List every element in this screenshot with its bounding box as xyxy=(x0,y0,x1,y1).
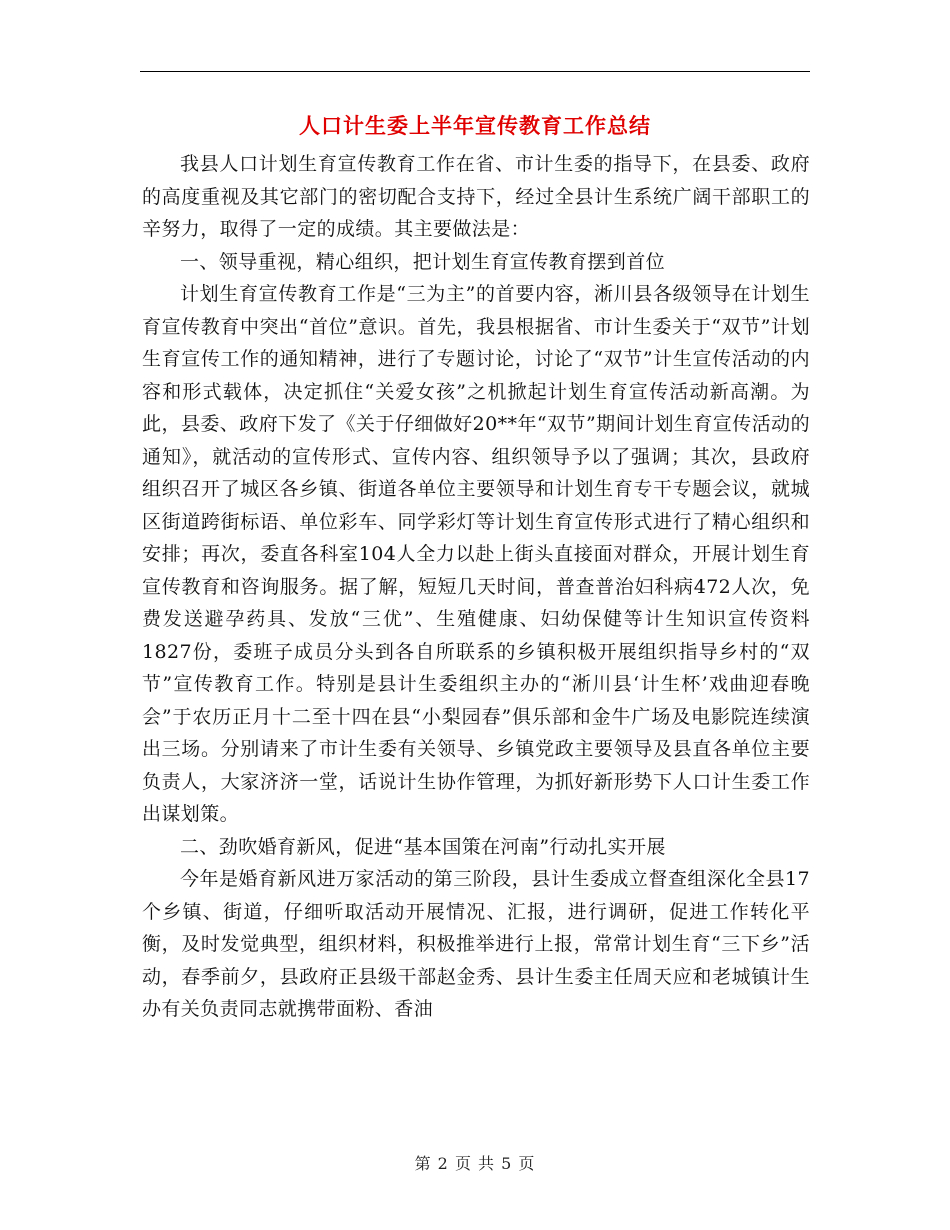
intro-paragraph: 我县人口计划生育宣传教育工作在省、市计生委的指导下，在县委、政府的高度重视及其它部门的密切配合支持下，经过全县计生系统广阔干部职工的辛努力，取得了一定的成绩。其主要做法是： xyxy=(142,153,810,240)
section-heading-2: 二、劲吹婚育新风，促进“基本国策在河南”行动扎实开展 xyxy=(180,835,666,858)
document-body xyxy=(142,148,810,1026)
section-1-paragraph: 计划生育宣传教育工作是“三为主”的首要内容，淅川县各级领导在计划生育宣传教育中突出“首位”意识。首先，我县根据省、市计生委关于“双节”计划生育宣传工作的通知精神，进行了专题讨论，讨论了“双节”计生宣传活动的内容和形式载体，决定抓住“关爱女孩”之机掀起计划生育宣传活动新高潮。为此，县委、政府下发了《关于仔细做好20**年“双节”期间计划生育宣传活动的通知》，就活动的宣传形式、宣传内容、组织领导予以了强调；其次，县政府组织召开了城区各乡镇、街道各单位主要领导和计划生育专干专题会议，就城区街道跨街标语、单位彩车、同学彩灯等计划生育宣传形式进行了精心组织和安排；再次，委直各科室104人全力以赴上街头直接面对群众，开展计划生育宣传教育和咨询服务。据了解，短短几天时间，普查普治妇科病472人次，免费发送避孕药具、发放“三优”、生殖健康、妇幼保健等计生知识宣传资料1827份，委班子成员分头到各自所联系的乡镇积极开展组织指导乡村的“双节”宣传教育工作。特别是县计生委组织主办的“淅川县‘计生杯’戏曲迎春晚会”于农历正月十二至十四在县“小梨园春”俱乐部和金牛广场及电影院连续演出三场。分别请来了市计生委有关领导、乡镇党政主要领导及县直各单位主要负责人，大家济济一堂，话说计生协作管理，为抓好新形势下人口计生委工作出谋划策。 xyxy=(142,283,810,825)
document-title: 人口计生委上半年宣传教育工作总结 xyxy=(299,113,651,138)
section-2-paragraph: 今年是婚育新风进万家活动的第三阶段，县计生委成立督查组深化全县17个乡镇、街道，仔细听取活动开展情况、汇报，进行调研，促进工作转化平衡，及时发觉典型，组织材料，积极推举进行上报，常常计划生育“三下乡”活动，春季前夕，县政府正县级干部赵金秀、县计生委主任周天应和老城镇计生办有关负责同志就携带面粉、香油 xyxy=(142,868,810,1020)
section-heading-1: 一、领导重视，精心组织，把计划生育宣传教育摆到首位 xyxy=(180,250,666,273)
page-number-footer: 第 2 页 共 5 页 xyxy=(414,1154,536,1173)
header-rule xyxy=(140,71,810,72)
